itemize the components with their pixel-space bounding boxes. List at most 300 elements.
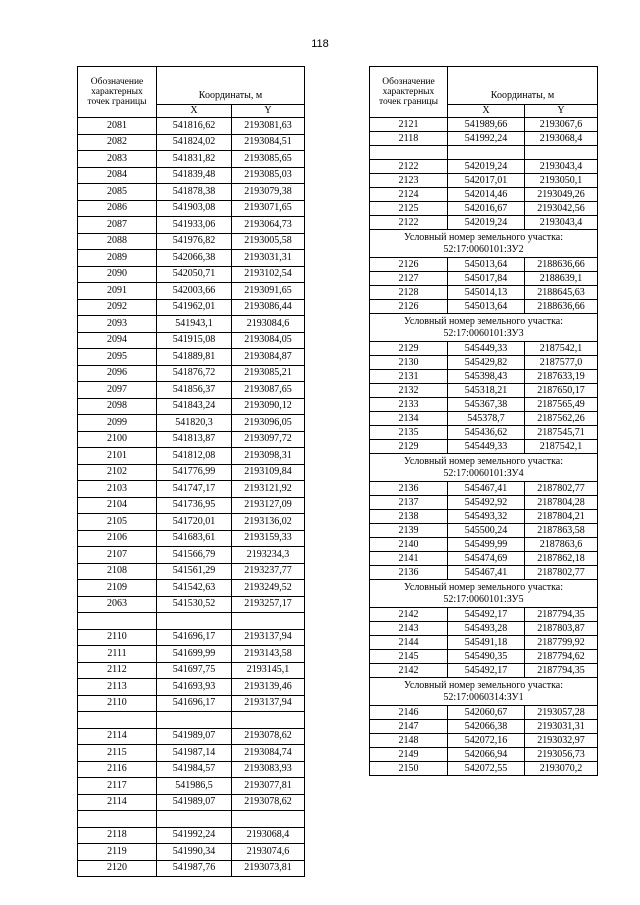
x-coordinate-cell: 545492,17 — [448, 608, 525, 622]
point-number-cell: 2126 — [370, 258, 448, 272]
y-coordinate-cell: 2187562,26 — [525, 412, 598, 426]
y-coordinate-cell: 2193087,65 — [232, 382, 305, 399]
section-header-row — [370, 678, 598, 706]
table-row — [370, 538, 598, 552]
y-coordinate-cell: 2187565,49 — [525, 398, 598, 412]
y-coordinate-cell: 2193031,31 — [232, 250, 305, 267]
table-row — [78, 250, 305, 267]
point-number-cell: 2112 — [78, 662, 157, 679]
x-coordinate-cell: 541697,75 — [157, 662, 232, 679]
y-coordinate-cell: 2193084,51 — [232, 134, 305, 151]
section-header-row — [370, 314, 598, 342]
table-row — [78, 134, 305, 151]
x-coordinate-cell: 541843,24 — [157, 398, 232, 415]
x-coordinate-cell: 542050,71 — [157, 266, 232, 283]
point-number-cell: 2091 — [78, 283, 157, 300]
point-number-cell: 2140 — [370, 538, 448, 552]
y-coordinate-cell: 2193078,62 — [232, 794, 305, 811]
y-coordinate-cell: 2193043,4 — [525, 216, 598, 230]
y-coordinate-cell: 2188636,66 — [525, 258, 598, 272]
header-coordinates: Координаты, м — [157, 67, 305, 105]
point-number-cell: 2134 — [370, 412, 448, 426]
point-number-cell: 2130 — [370, 356, 448, 370]
section-header-row — [370, 230, 598, 258]
x-coordinate-cell: 541976,82 — [157, 233, 232, 250]
table-row — [78, 365, 305, 382]
x-coordinate-cell: 541542,63 — [157, 580, 232, 597]
y-coordinate-cell: 2193084,74 — [232, 745, 305, 762]
table-row — [78, 299, 305, 316]
x-coordinate-cell: 542017,01 — [448, 174, 525, 188]
point-number-cell: 2113 — [78, 679, 157, 696]
table-row — [370, 426, 598, 440]
point-number-cell: 2142 — [370, 608, 448, 622]
y-coordinate-cell: 2193085,65 — [232, 151, 305, 168]
point-number-cell: 2133 — [370, 398, 448, 412]
point-number-cell: 2110 — [78, 695, 157, 712]
x-coordinate-cell: 545367,38 — [448, 398, 525, 412]
x-coordinate-cell: 541987,76 — [157, 860, 232, 877]
point-number-cell: 2096 — [78, 365, 157, 382]
right-table-body — [370, 118, 598, 776]
x-coordinate-cell: 541962,01 — [157, 299, 232, 316]
x-coordinate-cell: 541992,24 — [157, 827, 232, 844]
x-coordinate-cell: 541824,02 — [157, 134, 232, 151]
section-title: Условный номер земельного участка: 52:17:0060314:ЗУ1 — [370, 678, 598, 706]
x-coordinate-cell: 545318,21 — [448, 384, 525, 398]
point-number-cell: 2115 — [78, 745, 157, 762]
table-row — [370, 566, 598, 580]
y-coordinate-cell: 2193074,6 — [232, 844, 305, 861]
point-number-cell: 2114 — [78, 794, 157, 811]
table-row — [370, 160, 598, 174]
y-coordinate-cell: 2193159,33 — [232, 530, 305, 547]
point-number-cell: 2129 — [370, 342, 448, 356]
x-coordinate-cell: 545500,24 — [448, 524, 525, 538]
point-number-cell: 2083 — [78, 151, 157, 168]
y-coordinate-cell: 2193145,1 — [232, 662, 305, 679]
y-coordinate-cell: 2193081,63 — [232, 118, 305, 135]
x-coordinate-cell: 542066,38 — [157, 250, 232, 267]
point-number-cell: 2122 — [370, 216, 448, 230]
x-coordinate-cell: 541989,07 — [157, 794, 232, 811]
table-row — [78, 266, 305, 283]
point-number-cell: 2111 — [78, 646, 157, 663]
y-coordinate-cell: 2187804,28 — [525, 496, 598, 510]
table-row — [370, 440, 598, 454]
y-coordinate-cell: 2193109,84 — [232, 464, 305, 481]
table-row — [78, 695, 305, 712]
point-number-cell: 2107 — [78, 547, 157, 564]
point-number-cell: 2119 — [78, 844, 157, 861]
table-row — [78, 860, 305, 877]
point-number-cell: 2103 — [78, 481, 157, 498]
y-coordinate-cell: 2193078,62 — [232, 728, 305, 745]
y-coordinate-cell: 2187802,77 — [525, 566, 598, 580]
y-coordinate-cell: 2193067,6 — [525, 118, 598, 132]
x-coordinate-cell: 545493,28 — [448, 622, 525, 636]
table-row — [78, 613, 305, 630]
y-coordinate-cell: 2193049,26 — [525, 188, 598, 202]
point-number-cell: 2121 — [370, 118, 448, 132]
y-coordinate-cell: 2187542,1 — [525, 440, 598, 454]
x-coordinate-cell: 545398,43 — [448, 370, 525, 384]
x-coordinate-cell: 541933,06 — [157, 217, 232, 234]
x-coordinate-cell: 541813,87 — [157, 431, 232, 448]
point-number-cell: 2081 — [78, 118, 157, 135]
y-coordinate-cell: 2193127,09 — [232, 497, 305, 514]
y-coordinate-cell: 2193071,65 — [232, 200, 305, 217]
table-row — [78, 448, 305, 465]
table-row — [78, 811, 305, 828]
x-coordinate-cell: 545013,64 — [448, 258, 525, 272]
point-number-cell: 2088 — [78, 233, 157, 250]
point-number-cell: 2127 — [370, 272, 448, 286]
x-coordinate-cell: 541831,82 — [157, 151, 232, 168]
table-row — [370, 146, 598, 160]
x-coordinate-cell: 541987,14 — [157, 745, 232, 762]
table-row — [78, 679, 305, 696]
point-number-cell: 2104 — [78, 497, 157, 514]
y-coordinate-cell: 2193096,05 — [232, 415, 305, 432]
y-coordinate-cell: 2193073,81 — [232, 860, 305, 877]
y-coordinate-cell: 2193121,92 — [232, 481, 305, 498]
x-coordinate-cell: 545013,64 — [448, 300, 525, 314]
point-number-cell: 2089 — [78, 250, 157, 267]
point-number-cell: 2092 — [78, 299, 157, 316]
section-header-row — [370, 454, 598, 482]
point-number-cell: 2144 — [370, 636, 448, 650]
x-coordinate-cell: 545014,13 — [448, 286, 525, 300]
x-coordinate-cell: 545492,17 — [448, 664, 525, 678]
table-row — [78, 712, 305, 729]
table-row — [78, 629, 305, 646]
x-coordinate-cell: 541566,79 — [157, 547, 232, 564]
left-table-body — [78, 118, 305, 877]
point-number-cell — [78, 811, 157, 828]
x-coordinate-cell: 541720,01 — [157, 514, 232, 531]
x-coordinate-cell: 545474,69 — [448, 552, 525, 566]
point-number-cell — [78, 712, 157, 729]
x-coordinate-cell: 542019,24 — [448, 160, 525, 174]
header-point-name: Обозначение характерных точек границы — [370, 67, 448, 118]
section-header-row — [370, 580, 598, 608]
page-number: 118 — [311, 38, 329, 50]
y-coordinate-cell: 2193042,56 — [525, 202, 598, 216]
table-row — [370, 272, 598, 286]
table-row — [370, 412, 598, 426]
y-coordinate-cell: 2193043,4 — [525, 160, 598, 174]
x-coordinate-cell: 541878,38 — [157, 184, 232, 201]
table-row — [370, 496, 598, 510]
point-number-cell: 2090 — [78, 266, 157, 283]
x-coordinate-cell: 541776,99 — [157, 464, 232, 481]
point-number-cell: 2105 — [78, 514, 157, 531]
x-coordinate-cell: 541816,62 — [157, 118, 232, 135]
point-number-cell: 2086 — [78, 200, 157, 217]
x-coordinate-cell: 542072,16 — [448, 734, 525, 748]
y-coordinate-cell — [232, 613, 305, 630]
table-row — [78, 827, 305, 844]
table-row — [370, 622, 598, 636]
x-coordinate-cell: 541839,48 — [157, 167, 232, 184]
table-row — [370, 720, 598, 734]
table-row — [370, 384, 598, 398]
point-number-cell: 2116 — [78, 761, 157, 778]
point-number-cell: 2063 — [78, 596, 157, 613]
y-coordinate-cell: 2193249,52 — [232, 580, 305, 597]
table-row — [370, 216, 598, 230]
point-number-cell: 2099 — [78, 415, 157, 432]
x-coordinate-cell: 542060,67 — [448, 706, 525, 720]
point-number-cell: 2095 — [78, 349, 157, 366]
y-coordinate-cell: 2193064,73 — [232, 217, 305, 234]
x-coordinate-cell: 541889,81 — [157, 349, 232, 366]
table-row — [370, 608, 598, 622]
table-row — [370, 258, 598, 272]
table-row — [78, 580, 305, 597]
y-coordinate-cell: 2187545,71 — [525, 426, 598, 440]
x-coordinate-cell: 545491,18 — [448, 636, 525, 650]
point-number-cell: 2138 — [370, 510, 448, 524]
table-row — [78, 745, 305, 762]
point-number-cell: 2082 — [78, 134, 157, 151]
point-number-cell: 2142 — [370, 664, 448, 678]
table-row — [78, 431, 305, 448]
table-row — [78, 563, 305, 580]
x-coordinate-cell: 542066,38 — [448, 720, 525, 734]
table-row — [370, 300, 598, 314]
table-row — [78, 217, 305, 234]
y-coordinate-cell: 2193056,73 — [525, 748, 598, 762]
table-row — [78, 530, 305, 547]
x-coordinate-cell: 545493,32 — [448, 510, 525, 524]
table-row — [370, 734, 598, 748]
table-row — [370, 706, 598, 720]
y-coordinate-cell: 2188636,66 — [525, 300, 598, 314]
table-row — [370, 174, 598, 188]
table-row — [78, 464, 305, 481]
y-coordinate-cell: 2187542,1 — [525, 342, 598, 356]
point-number-cell: 2118 — [370, 132, 448, 146]
y-coordinate-cell: 2193091,65 — [232, 283, 305, 300]
table-row — [370, 552, 598, 566]
table-row — [78, 761, 305, 778]
header-coordinates: Координаты, м — [448, 67, 598, 105]
table-row — [78, 497, 305, 514]
point-number-cell: 2101 — [78, 448, 157, 465]
table-row — [78, 662, 305, 679]
y-coordinate-cell: 2193102,54 — [232, 266, 305, 283]
header-point-name: Обозначение характерных точек границы — [78, 67, 157, 118]
table-row — [78, 481, 305, 498]
table-row — [78, 514, 305, 531]
point-number-cell: 2114 — [78, 728, 157, 745]
point-number-cell: 2085 — [78, 184, 157, 201]
point-number-cell: 2125 — [370, 202, 448, 216]
x-coordinate-cell: 545429,82 — [448, 356, 525, 370]
y-coordinate-cell: 2187650,17 — [525, 384, 598, 398]
point-number-cell: 2093 — [78, 316, 157, 333]
table-row — [370, 650, 598, 664]
y-coordinate-cell: 2187794,62 — [525, 650, 598, 664]
section-title: Условный номер земельного участка: 52:17:0060101:ЗУ3 — [370, 314, 598, 342]
table-row — [78, 844, 305, 861]
y-coordinate-cell: 2193032,97 — [525, 734, 598, 748]
point-number-cell: 2150 — [370, 762, 448, 776]
x-coordinate-cell: 542014,46 — [448, 188, 525, 202]
x-coordinate-cell: 541876,72 — [157, 365, 232, 382]
table-row — [78, 283, 305, 300]
table-row — [78, 547, 305, 564]
y-coordinate-cell: 2193068,4 — [232, 827, 305, 844]
x-coordinate-cell: 542003,66 — [157, 283, 232, 300]
y-coordinate-cell: 2193085,03 — [232, 167, 305, 184]
y-coordinate-cell: 2193079,38 — [232, 184, 305, 201]
point-number-cell: 2128 — [370, 286, 448, 300]
x-coordinate-cell: 541561,29 — [157, 563, 232, 580]
table-row — [78, 118, 305, 135]
y-coordinate-cell: 2187804,21 — [525, 510, 598, 524]
table-row — [78, 646, 305, 663]
table-row — [370, 202, 598, 216]
y-coordinate-cell: 2193083,93 — [232, 761, 305, 778]
table-row — [78, 415, 305, 432]
point-number-cell: 2143 — [370, 622, 448, 636]
y-coordinate-cell: 2193097,72 — [232, 431, 305, 448]
y-coordinate-cell: 2193137,94 — [232, 629, 305, 646]
point-number-cell: 2106 — [78, 530, 157, 547]
y-coordinate-cell: 2193084,87 — [232, 349, 305, 366]
y-coordinate-cell: 2187863,58 — [525, 524, 598, 538]
x-coordinate-cell: 541699,99 — [157, 646, 232, 663]
x-coordinate-cell — [157, 712, 232, 729]
y-coordinate-cell: 2187803,87 — [525, 622, 598, 636]
table-row — [78, 200, 305, 217]
y-coordinate-cell: 2187802,77 — [525, 482, 598, 496]
table-row — [78, 382, 305, 399]
point-number-cell: 2139 — [370, 524, 448, 538]
point-number-cell: 2120 — [78, 860, 157, 877]
point-number-cell: 2100 — [78, 431, 157, 448]
x-coordinate-cell: 542072,55 — [448, 762, 525, 776]
point-number-cell — [370, 146, 448, 160]
y-coordinate-cell: 2187862,18 — [525, 552, 598, 566]
point-number-cell: 2118 — [78, 827, 157, 844]
y-coordinate-cell: 2193077,81 — [232, 778, 305, 795]
point-number-cell: 2084 — [78, 167, 157, 184]
y-coordinate-cell: 2187863,6 — [525, 538, 598, 552]
point-number-cell: 2148 — [370, 734, 448, 748]
x-coordinate-cell: 545017,84 — [448, 272, 525, 286]
table-row — [370, 118, 598, 132]
x-coordinate-cell — [157, 811, 232, 828]
x-coordinate-cell: 542019,24 — [448, 216, 525, 230]
table-row — [370, 356, 598, 370]
point-number-cell: 2098 — [78, 398, 157, 415]
table-row — [78, 332, 305, 349]
y-coordinate-cell: 2193143,58 — [232, 646, 305, 663]
point-number-cell: 2149 — [370, 748, 448, 762]
coordinates-table-left — [77, 66, 305, 877]
table-row — [370, 762, 598, 776]
point-number-cell: 2108 — [78, 563, 157, 580]
point-number-cell: 2126 — [370, 300, 448, 314]
y-coordinate-cell: 2188645,63 — [525, 286, 598, 300]
x-coordinate-cell: 541989,07 — [157, 728, 232, 745]
x-coordinate-cell: 541812,08 — [157, 448, 232, 465]
y-coordinate-cell: 2193070,2 — [525, 762, 598, 776]
x-coordinate-cell: 541530,52 — [157, 596, 232, 613]
x-coordinate-cell: 541696,17 — [157, 629, 232, 646]
y-coordinate-cell: 2193005,58 — [232, 233, 305, 250]
table-row — [78, 233, 305, 250]
table-row — [370, 636, 598, 650]
point-number-cell: 2145 — [370, 650, 448, 664]
point-number-cell — [78, 613, 157, 630]
y-coordinate-cell: 2193098,31 — [232, 448, 305, 465]
table-row — [78, 349, 305, 366]
coordinates-table-right — [369, 66, 598, 776]
table-row — [370, 286, 598, 300]
x-coordinate-cell: 541856,37 — [157, 382, 232, 399]
point-number-cell: 2146 — [370, 706, 448, 720]
x-coordinate-cell: 545467,41 — [448, 566, 525, 580]
y-coordinate-cell: 2187794,35 — [525, 608, 598, 622]
x-coordinate-cell: 545436,62 — [448, 426, 525, 440]
table-row — [78, 728, 305, 745]
point-number-cell: 2136 — [370, 482, 448, 496]
point-number-cell: 2087 — [78, 217, 157, 234]
y-coordinate-cell — [232, 712, 305, 729]
table-row — [370, 398, 598, 412]
x-coordinate-cell: 541747,17 — [157, 481, 232, 498]
table-row — [370, 342, 598, 356]
x-coordinate-cell: 542016,67 — [448, 202, 525, 216]
table-row — [78, 167, 305, 184]
y-coordinate-cell: 2187794,35 — [525, 664, 598, 678]
table-row — [370, 132, 598, 146]
point-number-cell: 2124 — [370, 188, 448, 202]
x-coordinate-cell: 541903,08 — [157, 200, 232, 217]
x-coordinate-cell — [448, 146, 525, 160]
x-coordinate-cell: 545499,99 — [448, 538, 525, 552]
y-coordinate-cell: 2193068,4 — [525, 132, 598, 146]
x-coordinate-cell — [157, 613, 232, 630]
y-coordinate-cell — [232, 811, 305, 828]
x-coordinate-cell: 541990,34 — [157, 844, 232, 861]
header-x: X — [448, 105, 525, 118]
table-row — [78, 596, 305, 613]
y-coordinate-cell: 2193057,28 — [525, 706, 598, 720]
y-coordinate-cell: 2193084,6 — [232, 316, 305, 333]
point-number-cell: 2132 — [370, 384, 448, 398]
y-coordinate-cell: 2187633,19 — [525, 370, 598, 384]
table-row — [370, 524, 598, 538]
y-coordinate-cell: 2193050,1 — [525, 174, 598, 188]
point-number-cell: 2117 — [78, 778, 157, 795]
y-coordinate-cell: 2193257,17 — [232, 596, 305, 613]
point-number-cell: 2110 — [78, 629, 157, 646]
x-coordinate-cell: 541984,57 — [157, 761, 232, 778]
y-coordinate-cell: 2187577,0 — [525, 356, 598, 370]
x-coordinate-cell: 541986,5 — [157, 778, 232, 795]
table-row — [370, 664, 598, 678]
point-number-cell: 2123 — [370, 174, 448, 188]
x-coordinate-cell: 541943,1 — [157, 316, 232, 333]
x-coordinate-cell: 541696,17 — [157, 695, 232, 712]
y-coordinate-cell: 2193031,31 — [525, 720, 598, 734]
